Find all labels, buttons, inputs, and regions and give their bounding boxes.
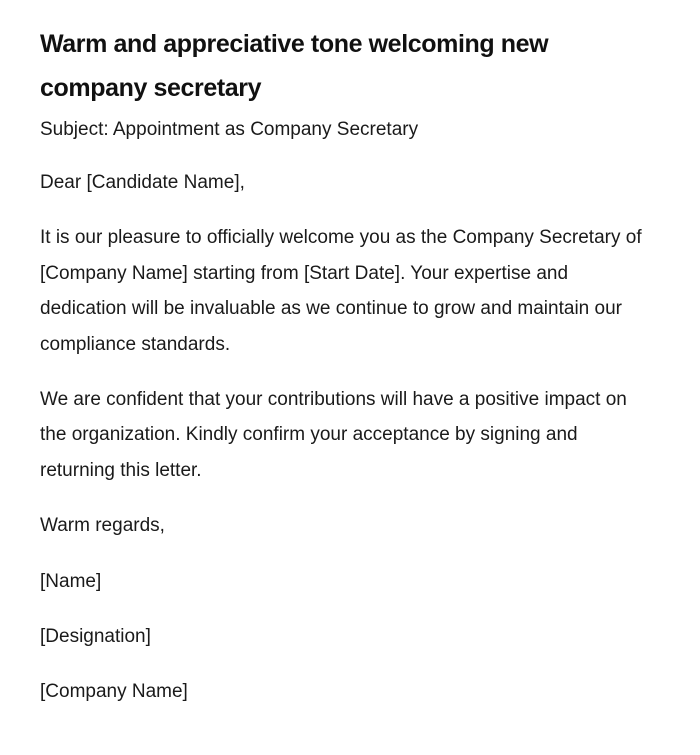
letter-body-paragraph-2: We are confident that your contributions will have a positive impact on the organization. Kindly confirm your acceptance by signing and returning this letter. [40, 389, 627, 481]
signature-company: [Company Name] [40, 681, 188, 703]
signature-name: [Name] [40, 570, 102, 592]
letter-subject: Subject: Appointment as Company Secretary [40, 119, 419, 140]
letter-greeting: Dear [Candidate Name], [40, 172, 245, 193]
signature-designation: [Designation] [40, 626, 151, 648]
letter-closing: Warm regards, [40, 515, 165, 537]
letter-body-paragraph-1: It is our pleasure to officially welcome you as the Company Secretary of [Company Name] starting from [Start Date]. Your expertise and dedication will be invaluable as we continue to grow and maintain our compliance standards. [40, 227, 642, 355]
letter-title: Warm and appreciative tone welcoming new company secretary [40, 30, 549, 102]
